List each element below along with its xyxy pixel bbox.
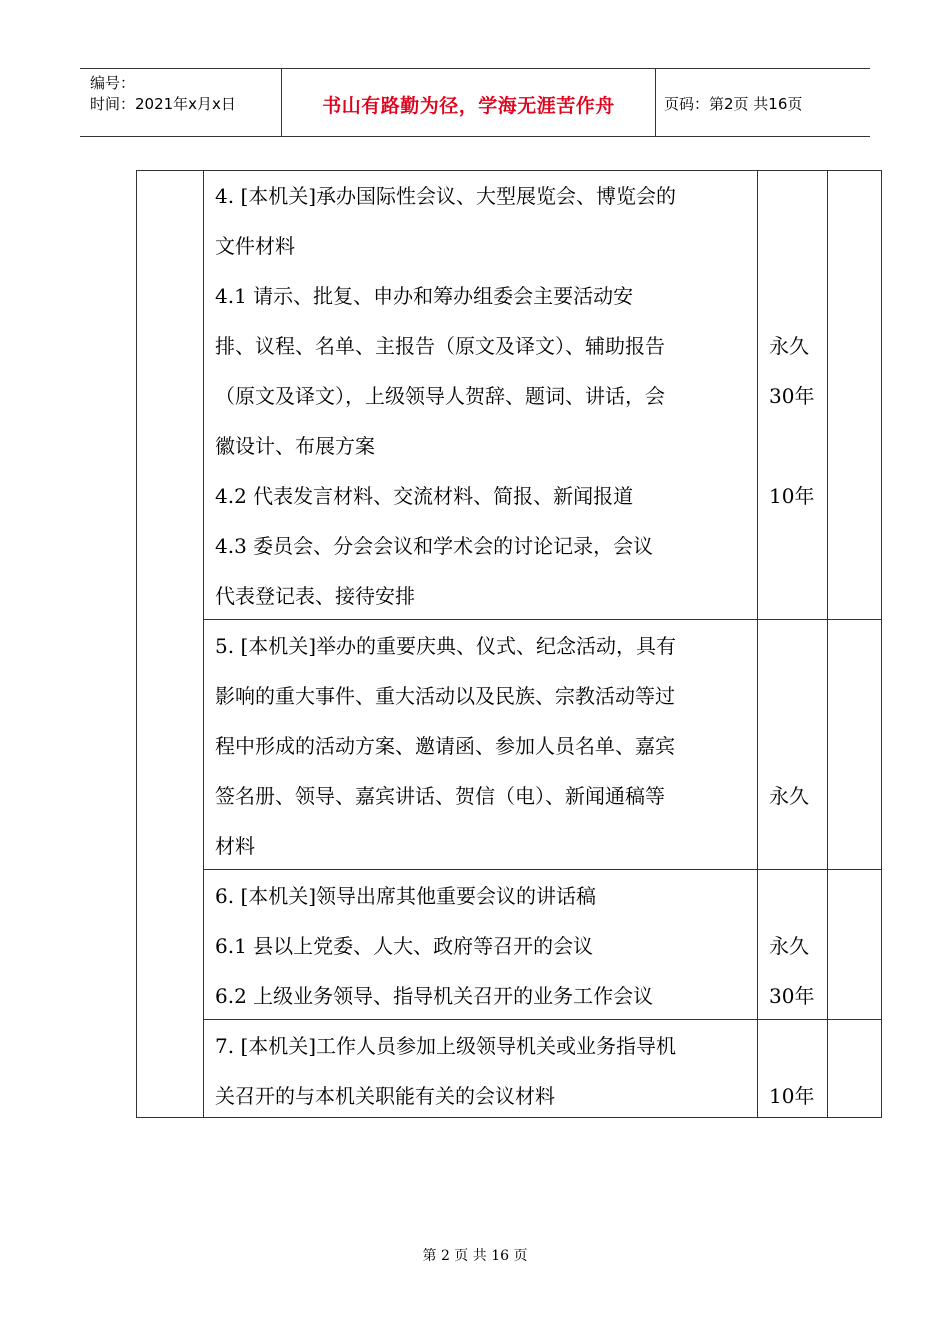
row-text-line: 关召开的与本机关职能有关的会议材料 [215, 1084, 555, 1108]
row-text-line: 文件材料 [215, 234, 295, 258]
retention-period: 30年 [769, 984, 815, 1008]
column-divider [203, 171, 204, 1117]
page-footer: 第 2 页 共 16 页 [422, 1248, 528, 1264]
row-text-line: 4.1 请示、批复、申办和筹办组委会主要活动安 [215, 284, 634, 308]
header-motto-cell [282, 69, 656, 136]
retention-period: 10年 [769, 1084, 815, 1108]
retention-period: 永久 [769, 934, 809, 958]
document-number-label: 编号： [90, 74, 136, 92]
row-text-line: 6. [本机关]领导出席其他重要会议的讲话稿 [215, 884, 597, 908]
row-text-line: 程中形成的活动方案、邀请函、参加人员名单、嘉宾 [215, 734, 675, 758]
row-text-line: 代表登记表、接待安排 [215, 584, 415, 608]
column-divider [827, 171, 828, 1117]
document-date-label: 时间：2021年x月x日 [90, 95, 236, 113]
header-meta-cell [80, 69, 282, 136]
row-text-line: （原文及译文），上级领导人贺辞、题词、讲话，会 [215, 384, 665, 408]
page-header [80, 68, 870, 137]
row-text-line: 签名册、领导、嘉宾讲话、贺信（电）、新闻通稿等 [215, 784, 665, 808]
header-motto: 书山有路勤为径，学海无涯苦作舟 [322, 95, 615, 117]
row-divider [203, 869, 881, 870]
records-retention-table [136, 170, 882, 1118]
row-divider [203, 619, 881, 620]
retention-period: 10年 [769, 484, 815, 508]
retention-period: 永久 [769, 334, 809, 358]
column-divider [757, 171, 758, 1117]
retention-period: 永久 [769, 784, 809, 808]
row-text-line: 4.3 委员会、分会会议和学术会的讨论记录，会议 [215, 534, 654, 558]
row-text-line: 材料 [215, 834, 255, 858]
retention-period: 30年 [769, 384, 815, 408]
row-text-line: 排、议程、名单、主报告（原文及译文）、辅助报告 [215, 334, 665, 358]
row-text-line: 6.1 县以上党委、人大、政府等召开的会议 [215, 934, 594, 958]
row-text-line: 4.2 代表发言材料、交流材料、简报、新闻报道 [215, 484, 634, 508]
row-text-line: 6.2 上级业务领导、指导机关召开的业务工作会议 [215, 984, 654, 1008]
row-text-line: 徽设计、布展方案 [215, 434, 375, 458]
header-page-cell [656, 69, 870, 136]
row-text-line: 4. [本机关]承办国际性会议、大型展览会、博览会的 [215, 184, 677, 208]
row-text-line: 7. [本机关]工作人员参加上级领导机关或业务指导机 [215, 1034, 677, 1058]
row-text-line: 影响的重大事件、重大活动以及民族、宗教活动等过 [215, 684, 675, 708]
header-page-number: 页码：第2页 共16页 [664, 95, 803, 113]
row-divider [203, 1019, 881, 1020]
row-text-line: 5. [本机关]举办的重要庆典、仪式、纪念活动，具有 [215, 634, 677, 658]
